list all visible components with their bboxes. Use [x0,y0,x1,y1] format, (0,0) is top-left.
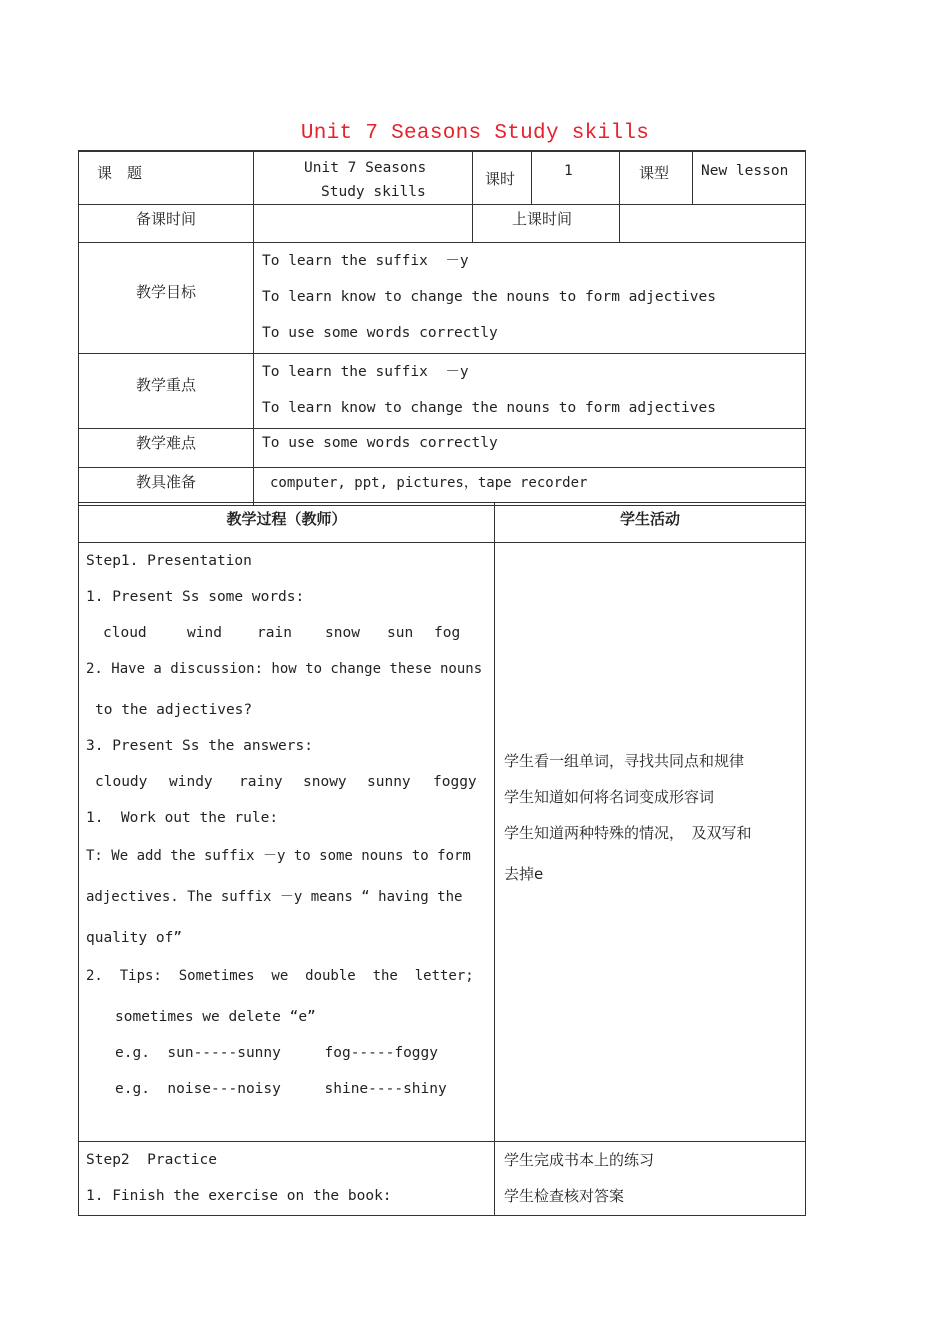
teaching-process-table [78,502,806,1216]
key-point-item: To learn know to change the nouns to form adjectives [262,400,716,416]
noun-word: wind [187,625,222,641]
adjective-word: foggy [433,774,477,790]
step2-teacher-cell [79,1142,495,1216]
period-label: 课时 [485,170,516,188]
lesson-info-table [78,150,806,506]
topic-label: 课 题 [97,164,143,182]
topic-line-2: Study skills [321,184,426,200]
period-label-cell [473,151,532,205]
page-title: Unit 7 Seasons Study skills [300,122,650,145]
rule-line: quality of” [86,930,183,946]
example-line: e.g. sun-----sunny fog-----foggy [115,1045,439,1061]
student-activity-item: 学生看一组单词，寻找共同点和规律 [504,752,745,770]
student-activity-item: 学生知道两种特殊的情况， 及双写和 [504,824,752,842]
type-label-cell [620,151,693,205]
adjective-word: windy [169,774,213,790]
difficulty-item: To use some words correctly [262,435,498,451]
key-point-item: To learn the suffix －y [262,364,469,380]
topic-label-cell [79,151,254,205]
adjective-word: rainy [239,774,283,790]
example-line: e.g. noise---noisy shine----shiny [115,1081,447,1097]
materials-label-cell [79,468,254,506]
prep-time-value-cell [254,205,473,243]
prep-time-label-cell [79,205,254,243]
key-points-cell [254,354,806,429]
materials-cell [254,468,806,506]
step2-student-cell [495,1142,806,1216]
difficulties-label-cell [79,429,254,468]
topic-value-cell [254,151,473,205]
teacher-process-header: 教学过程（教师） [226,510,347,528]
type-value-cell [693,151,806,205]
period-value: 1 [564,163,573,179]
student-activity-item: 学生知道如何将名词变成形容词 [504,788,715,806]
teacher-header-cell [79,503,495,543]
noun-word: fog [434,625,461,641]
step1-teacher-cell [79,543,495,1142]
type-label: 课型 [639,164,670,182]
adjective-word: cloudy [95,774,148,790]
adjective-word: sunny [367,774,411,790]
noun-word: snow [325,625,360,641]
student-activity-item: 学生完成书本上的练习 [504,1151,655,1169]
step1-item: 2. Have a discussion: how to change these nouns [86,661,483,677]
noun-list [86,615,494,651]
type-value: New lesson [701,163,789,179]
rule-title: 1. Work out the rule: [86,810,279,826]
student-header-cell [495,503,806,543]
materials-value: computer, ppt, pictures，tape recorder [270,475,588,491]
tips-line: 2. Tips: Sometimes we double the letter; [86,968,474,984]
student-activity-item: 学生检查核对答案 [504,1187,625,1205]
rule-line: T: We add the suffix －y to some nouns to form [86,848,471,864]
step1-item: to the adjectives? [95,702,253,718]
noun-word: sun [387,625,414,641]
objectives-cell [254,243,806,354]
period-value-cell [532,151,620,205]
noun-word: rain [257,625,292,641]
class-time-value-cell [620,205,806,243]
key-points-label-cell [79,354,254,429]
student-activity-item: 去掉e [504,865,544,883]
step2-item: 1. Finish the exercise on the book: [86,1188,392,1204]
prep-time-label: 备课时间 [135,210,196,228]
class-time-label-cell [473,205,620,243]
objective-item: To use some words correctly [262,325,498,341]
objective-item: To learn the suffix －y [262,253,469,269]
step2-heading: Step2 Practice [86,1152,217,1168]
noun-word: cloud [103,625,147,641]
adjective-list [86,764,494,800]
objectives-label-cell [79,243,254,354]
class-time-label: 上课时间 [512,210,573,228]
rule-line: adjectives. The suffix －y means “ having the [86,889,463,905]
step1-item: 3. Present Ss the answers: [86,738,313,754]
materials-label: 教具准备 [135,473,196,491]
objective-item: To learn know to change the nouns to form adjectives [262,289,716,305]
step1-student-cell [495,543,806,1142]
difficulties-label: 教学难点 [135,434,196,452]
difficulties-cell [254,429,806,468]
adjective-word: snowy [303,774,347,790]
step1-heading: Step1. Presentation [86,553,252,569]
tips-line: sometimes we delete “e” [115,1009,316,1025]
topic-line-1: Unit 7 Seasons [304,160,427,176]
objectives-label: 教学目标 [135,283,196,301]
key-points-label: 教学重点 [135,376,196,394]
student-activity-header: 学生活动 [619,510,680,528]
step1-item: 1. Present Ss some words: [86,589,305,605]
